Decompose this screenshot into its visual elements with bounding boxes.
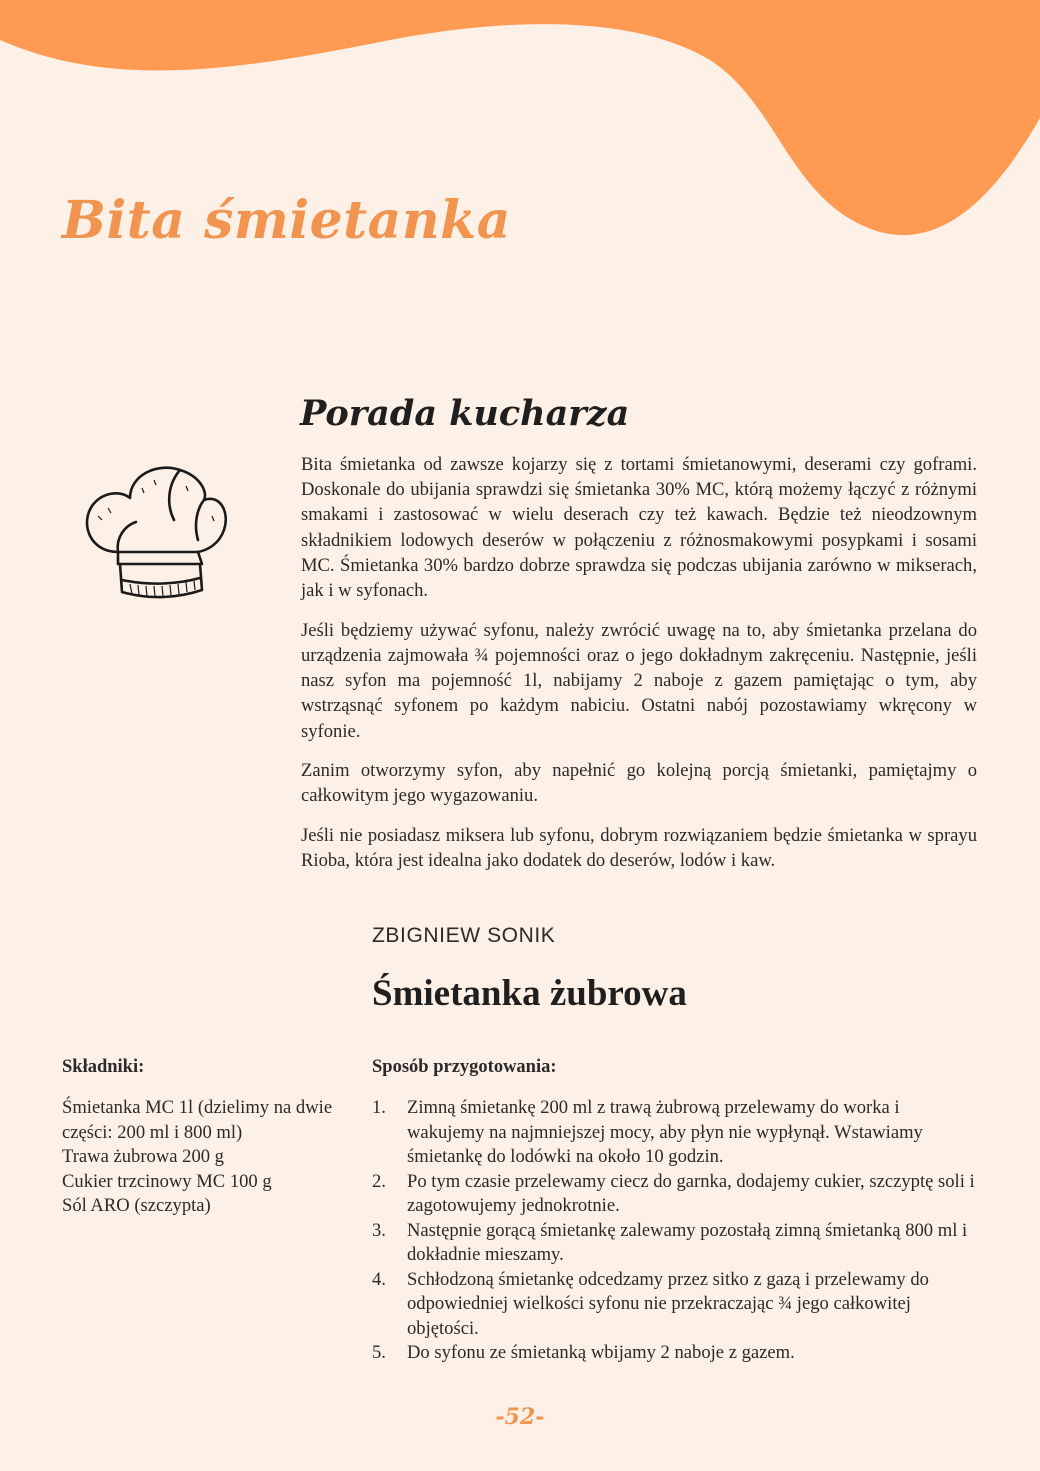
step-text: Schłodzoną śmietankę odcedzamy przez sitko z gazą i przelewamy do odpowiedniej wielkości syfonu nie przekraczając ¾ jego całkowitej objętości. xyxy=(407,1268,929,1339)
preparation-steps xyxy=(372,1096,977,1366)
tip-paragraph: Zanim otworzymy syfon, aby napełnić go kolejną porcją śmietanki, pamiętajmy o całkowitym jego wygazowaniu. xyxy=(301,760,977,807)
step-text: Zimną śmietankę 200 ml z trawą żubrową przelewamy do worka i wakujemy na najmniejszej mocy, aby płyn nie wypłynął. Wstawiamy śmietankę do lodówki na około 10 godzin. xyxy=(407,1097,923,1167)
step-item xyxy=(372,1096,977,1170)
step-number: 5. xyxy=(372,1342,386,1363)
tip-paragraph: Jeśli nie posiadasz miksera lub syfonu, dobrym rozwiązaniem będzie śmietanka w sprayu Rioba, która jest idealna jako dodatek do deserów, lodów i kaw. xyxy=(301,825,977,872)
ingredients-heading: Składniki: xyxy=(62,1057,145,1077)
step-item xyxy=(372,1268,977,1342)
step-item xyxy=(372,1341,977,1366)
step-text: Do syfonu ze śmietanką wbijamy 2 naboje z gazem. xyxy=(407,1342,795,1363)
step-number: 4. xyxy=(372,1268,386,1290)
ingredient-item: Śmietanka MC 1l (dzielimy na dwie części: 200 ml i 800 ml) xyxy=(62,1097,333,1143)
page-title: Bita śmietanka xyxy=(62,190,511,251)
recipe-author: ZBIGNIEW SONIK xyxy=(372,924,556,947)
ingredients-list xyxy=(62,1096,342,1219)
tip-paragraph: Bita śmietanka od zawsze kojarzy się z tortami śmietanowymi, deserami czy goframi. Doskonale do ubijania sprawdzi się śmietanka 30% MC, którą możemy łączyć z różnymi smakami i zastosować w wielu deserach czy też kawach. Będzie też nieodzownym składnikiem lodowych deserów w połączeniu z różnosmakowymi posypkami i sosami MC. Śmietanka 30% bardzo dobrze sprawdza się podczas ubijania zarówno w mikserach, jak i w syfonach. xyxy=(301,454,977,602)
ingredient-item: Trawa żubrowa 200 g xyxy=(62,1146,224,1167)
tip-paragraph: Jeśli będziemy używać syfonu, należy zwrócić uwagę na to, aby śmietanka przelana do urządzenia zajmowała ¾ pojemności oraz o jego dokładnym zakręceniu. Następnie, jeśli nasz syfon ma pojemność 1l, nabijamy 2 naboje z gazem pamiętając o tym, aby wstrząsnąć syfonem po każdym nabiciu. Ostatni nabój pozostawiamy wkręcony w syfonie. xyxy=(301,619,977,742)
step-item xyxy=(372,1170,977,1219)
step-item xyxy=(372,1219,977,1268)
chef-hat-icon xyxy=(78,460,230,605)
recipe-title: Śmietanka żubrowa xyxy=(372,973,687,1014)
step-number: 1. xyxy=(372,1097,386,1118)
ingredient-item: Cukier trzcinowy MC 100 g xyxy=(62,1170,272,1192)
page-number: -52- xyxy=(495,1404,545,1430)
step-number: 2. xyxy=(372,1170,386,1192)
tip-body xyxy=(301,452,977,888)
step-number: 3. xyxy=(372,1219,386,1241)
step-text: Po tym czasie przelewamy ciecz do garnka, dodajemy cukier, szczyptę soli i zagotowujemy jednokrotnie. xyxy=(407,1170,975,1216)
step-text: Następnie gorącą śmietankę zalewamy pozostałą zimną śmietanką 800 ml i dokładnie mieszamy. xyxy=(407,1219,968,1265)
tip-title: Porada kucharza xyxy=(300,393,630,434)
ingredient-item: Sól ARO (szczypta) xyxy=(62,1195,211,1216)
preparation-heading: Sposób przygotowania: xyxy=(372,1057,557,1077)
